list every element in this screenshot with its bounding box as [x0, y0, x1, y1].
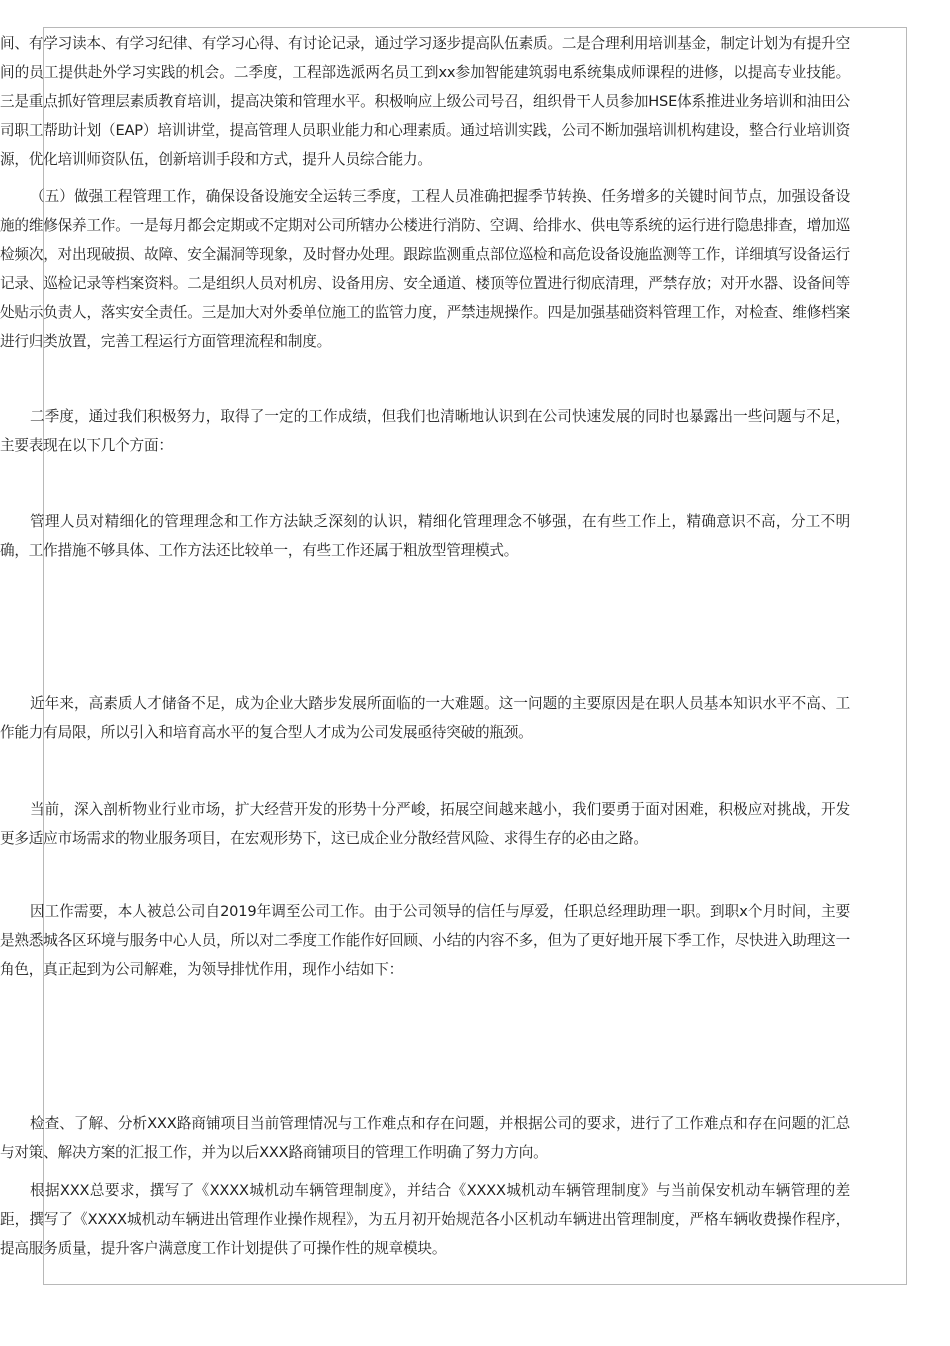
paragraph-vehicle-rules: 根据XXX总要求，撰写了《XXXX城机动车辆管理制度》，并结合《XXXX城机动车辆管理制度》与当前保安机动车辆管理的差距，撰写了《XXXX城机动车辆进出管理作业操作规程》，为五月初开始规范各小区机动车辆进出管理制度，严格车辆收费操作程序，提高服务质量，提升客户满意度工作计划提供了可操作性的规章模块。 [0, 1182, 850, 1257]
paragraph-engineering: （五）做强工程管理工作，确保设备设施安全运转三季度，工程人员准确把握季节转换、任务增多的关键时间节点，加强设备设施的维修保养工作。一是每月都会定期或不定期对公司所辖办公楼进行消防、空调、给排水、供电等系统的运行进行隐患排查，增加巡检频次，对出现破损、故障、安全漏洞等现象，及时督办处理。跟踪监测重点部位巡检和高危设备设施监测等工作，详细填写设备运行记录、巡检记录等档案资料。二是组织人员对机房、设备用房、安全通道、楼顶等位置进行彻底清理，严禁存放；对开水器、设备间等处贴示负责人，落实安全责任。三是加大对外委单位施工的监管力度，严禁违规操作。四是加强基础资料管理工作，对检查、维修档案进行归类放置，完善工程运行方面管理流程和制度。 [0, 188, 850, 350]
paragraph-management-issue: 管理人员对精细化的管理理念和工作方法缺乏深刻的认识，精细化管理理念不够强，在有些工作上，精确意识不高，分工不明确，工作措施不够具体、工作方法还比较单一，有些工作还属于粗放型管理模式。 [0, 513, 850, 559]
paragraph-training: 间、有学习读本、有学习纪律、有学习心得、有讨论记录，通过学习逐步提高队伍素质。二是合理利用培训基金，制定计划为有提升空间的员工提供赴外学习实践的机会。二季度，工程部选派两名员工到xx参加智能建筑弱电系统集成师课程的进修，以提高专业技能。三是重点抓好管理层素质教育培训，提高决策和管理水平。积极响应上级公司号召，组织骨干人员参加HSE体系推进业务培训和油田公司职工帮助计划（EAP）培训讲堂，提高管理人员职业能力和心理素质。通过培训实践，公司不断加强培训机构建设，整合行业培训资源，优化培训师资队伍，创新培训手段和方式，提升人员综合能力。 [0, 35, 850, 168]
paragraph-personal-summary: 因工作需要，本人被总公司自2019年调至公司工作。由于公司领导的信任与厚爱，任职总经理助理一职。到职x个月时间，主要是熟悉城各区环境与服务中心人员，所以对二季度工作能作好回顾、小结的内容不多，但为了更好地开展下季工作，尽快进入助理这一角色，真正起到为公司解难，为领导排忧作用，现作小结如下： [0, 903, 850, 978]
paragraph-shop-project: 检查、了解、分析XXX路商铺项目当前管理情况与工作难点和存在问题，并根据公司的要求，进行了工作难点和存在问题的汇总与对策、解决方案的汇报工作，并为以后XXX路商铺项目的管理工作明确了努力方向。 [0, 1115, 850, 1161]
paragraph-problems-intro: 二季度，通过我们积极努力，取得了一定的工作成绩，但我们也清晰地认识到在公司快速发展的同时也暴露出一些问题与不足，主要表现在以下几个方面： [0, 408, 850, 454]
paragraph-talent-issue: 近年来，高素质人才储备不足，成为企业大踏步发展所面临的一大难题。这一问题的主要原因是在职人员基本知识水平不高、工作能力有局限，所以引入和培育高水平的复合型人才成为公司发展亟待突破的瓶颈。 [0, 695, 850, 741]
paragraph-market-issue: 当前，深入剖析物业行业市场，扩大经营开发的形势十分严峻，拓展空间越来越小，我们要勇于面对困难，积极应对挑战，开发更多适应市场需求的物业服务项目，在宏观形势下，这已成企业分散经营风险、求得生存的必由之路。 [0, 801, 850, 847]
